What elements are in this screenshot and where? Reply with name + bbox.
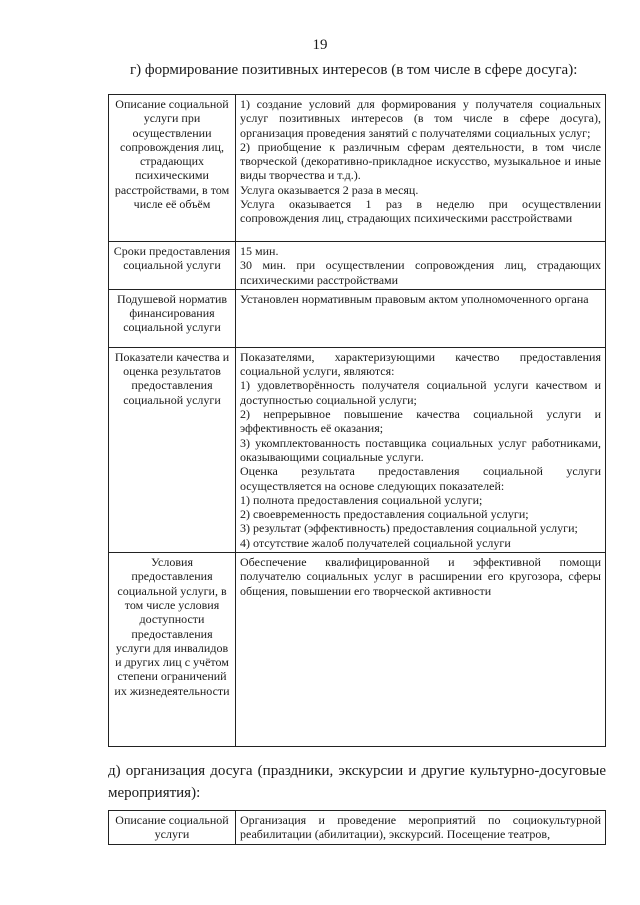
content-line: 3) укомплектованность поставщика социальных услуг работниками, оказывающими социальные услуги.: [240, 435, 601, 464]
table-row: [109, 347, 606, 552]
content-line: 1) удовлетворённость получателя социальной услуги качеством и доступностью социальной услуги;: [240, 378, 601, 407]
row-content-conditions: [236, 553, 606, 747]
row-label-norm: Подушевой норматив финансирования социальной услуги: [109, 289, 236, 347]
content-line: 4) отсутствие жалоб получателей социальной услуги: [240, 535, 511, 550]
content-line: Обеспечение квалифицированной и эффективной помощи получателю социальных услуг в расширении его кругозора, сферы общения, повышении его творческой активности: [240, 555, 601, 598]
content-line: Услуга оказывается 1 раз в неделю при осуществлении сопровождения лиц, страдающих психическими расстройствами: [240, 197, 601, 226]
row-label-description: Описание социальной услуги при осуществлении сопровождения лиц, страдающих психическими расстройствами, в том числе её объём: [109, 95, 236, 242]
content-line: 1) полнота предоставления социальной услуги;: [240, 492, 483, 507]
table-row: [109, 289, 606, 347]
row-content-terms: [236, 242, 606, 290]
content-line: 2) непрерывное повышение качества социальной услуги и эффективность её оказания;: [240, 407, 601, 436]
row-content-quality: [236, 347, 606, 552]
content-line: 3) результат (эффективность) предоставления социальной услуги;: [240, 521, 578, 536]
content-line: 15 мин.: [240, 244, 279, 258]
row-label-description: Описание социальной услуги: [109, 811, 236, 845]
content-line: Показателями, характеризующими качество предоставления социальной услуги, являются:: [240, 349, 601, 379]
content-line: Оценка результата предоставления социальной услуги осуществляется на основе следующих показателей:: [240, 464, 601, 493]
section-d-title: д) организация досуга (праздники, экскурсии и другие культурно-досуговые мероприятия):: [108, 763, 606, 801]
row-label-terms: Сроки предоставления социальной услуги: [109, 242, 236, 290]
row-label-quality: Показатели качества и оценка результатов предоставления социальной услуги: [109, 347, 236, 552]
content-line: Услуга оказывается 2 раза в месяц.: [240, 182, 419, 197]
table-row: [109, 811, 606, 845]
row-content-norm: [236, 289, 606, 347]
page-number: 19: [312, 37, 328, 53]
table-row: [109, 553, 606, 747]
content-line: 2) приобщение к различным сферам деятельности, в том числе творческой (декоративно-прикладное искусство, музыкальное и иные виды творчества и т.д.).: [240, 139, 601, 183]
table-row: [109, 242, 606, 290]
content-line: Организация и проведение мероприятий по социокультурной реабилитации (абилитации), экскурсий. Посещение театров,: [240, 813, 601, 842]
row-content-description: [236, 95, 606, 242]
content-line: 1) создание условий для формирования у получателя социальных услуг позитивных интересов (в том числе в сфере досуга), организация проведения занятий с получателями социальных услуг;: [240, 97, 601, 140]
section-g-title: г) формирование позитивных интересов (в том числе в сфере досуга):: [130, 62, 578, 78]
row-content-description: [236, 811, 606, 845]
table-row: [109, 95, 606, 242]
content-line: 30 мин. при осуществлении сопровождения лиц, страдающих психическими расстройствами: [240, 258, 601, 287]
content-line: Установлен нормативным правовым актом уполномоченного органа: [240, 291, 589, 306]
service-table-d: [108, 810, 606, 845]
content-line: 2) своевременность предоставления социальной услуги;: [240, 507, 529, 522]
service-table-g: [108, 94, 606, 747]
row-label-conditions: Условия предоставления социальной услуги, в том числе условия доступности предоставления услуги для инвалидов и других лиц с учётом степени ограничений их жизнедеятельности: [109, 553, 236, 747]
